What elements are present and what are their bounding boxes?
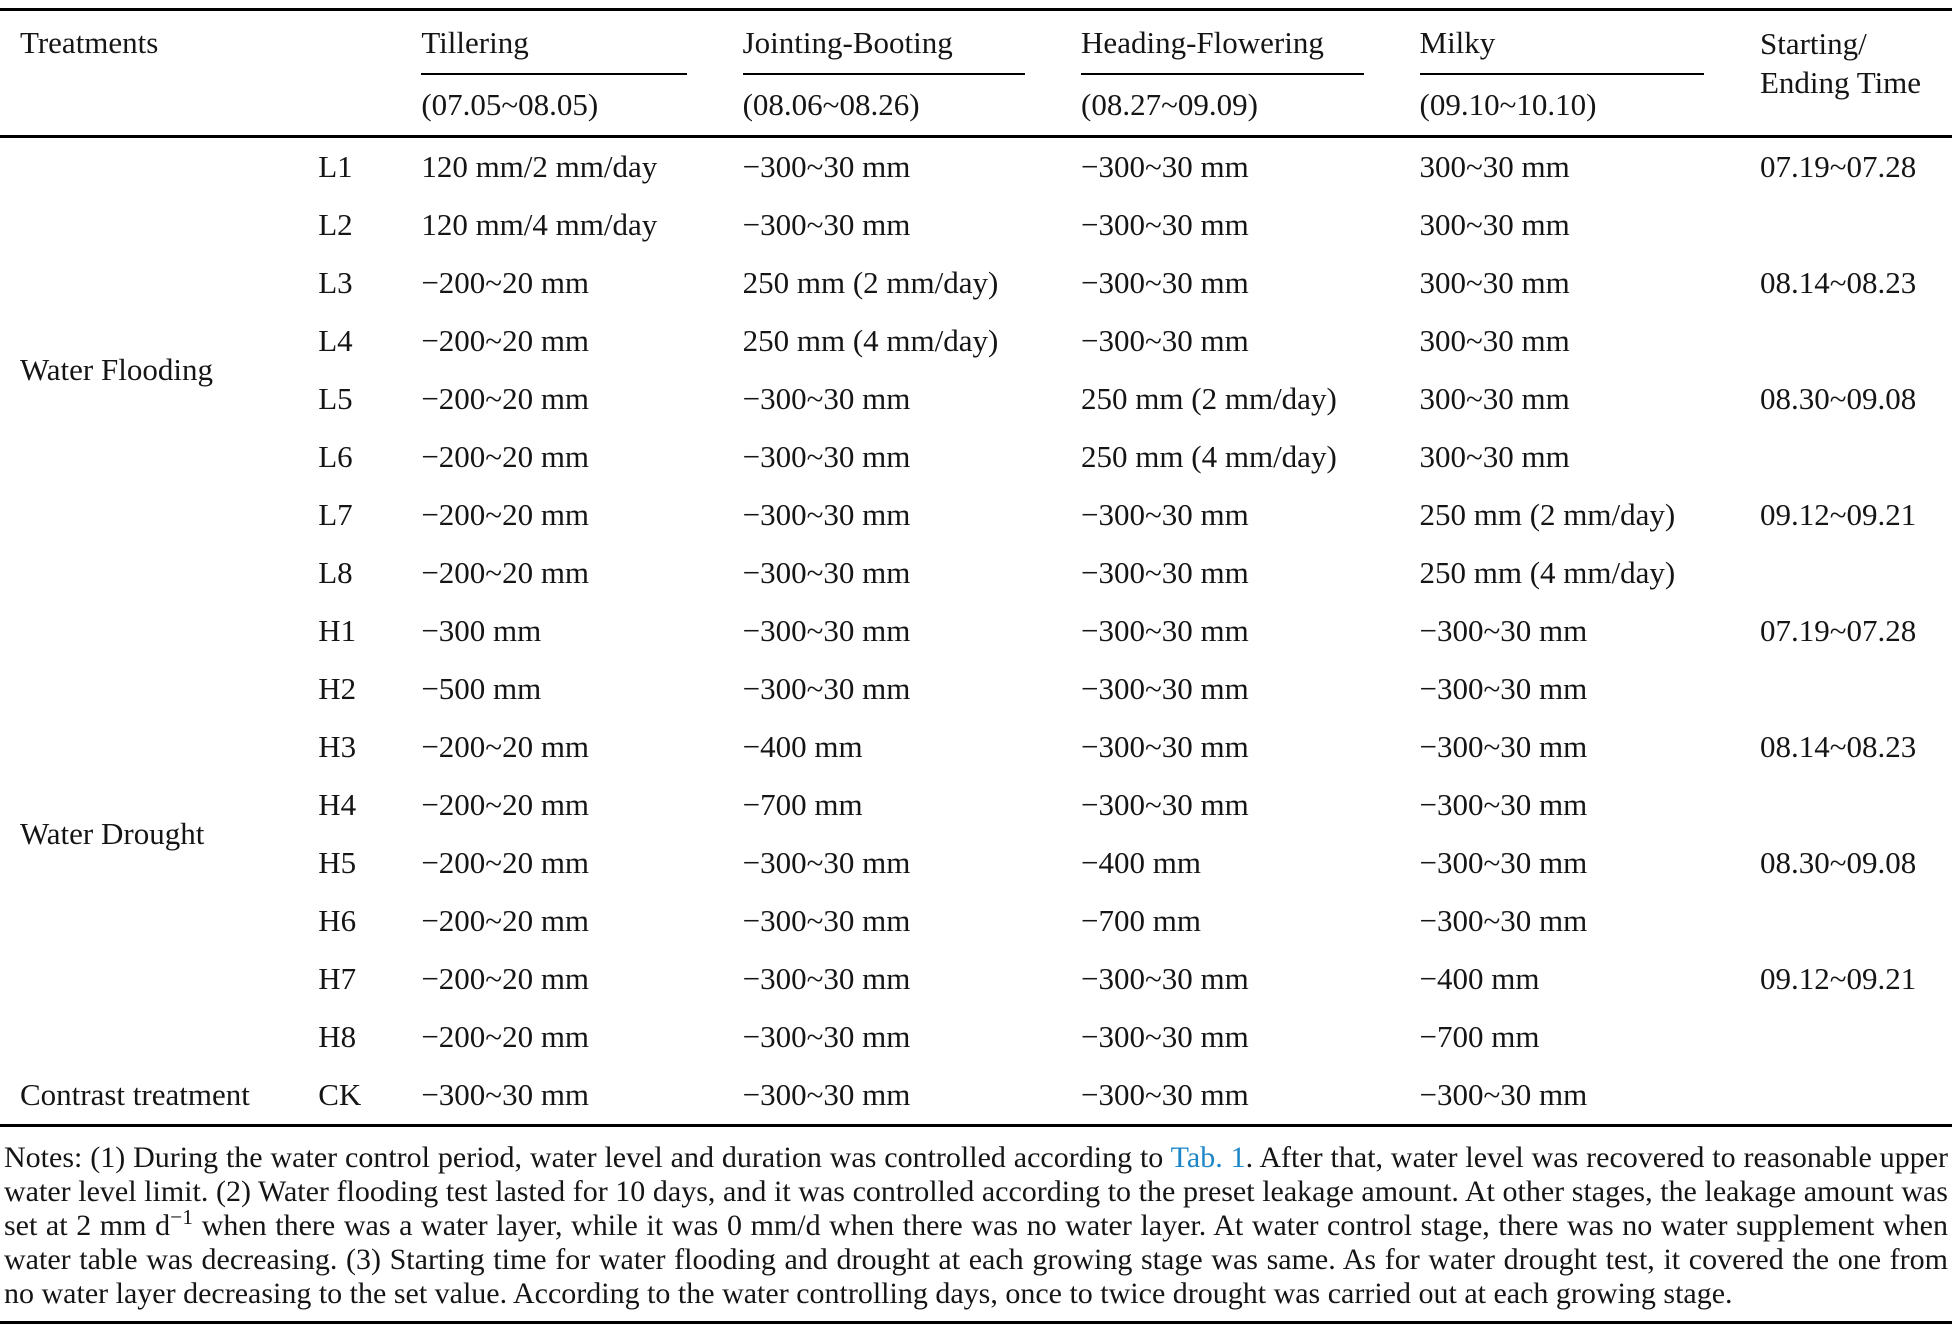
cell-tillering: −200~20 mm <box>421 381 590 416</box>
stage-name-heading-flowering: Heading-Flowering <box>1081 25 1363 75</box>
cell-jointing-booting: −300~30 mm <box>742 1019 911 1054</box>
cell-milky: −300~30 mm <box>1419 787 1588 822</box>
cell-heading-flowering: −300~30 mm <box>1081 613 1249 648</box>
col-header-heading-flowering <box>1081 10 1419 137</box>
row-code: CK <box>318 1066 421 1126</box>
cell-time <box>1760 312 1952 370</box>
cell-milky: −300~30 mm <box>1420 1066 1760 1126</box>
cell-milky: 300~30 mm <box>1419 265 1570 300</box>
cell-heading-flowering: −300~30 mm <box>1081 497 1249 532</box>
row-code: H2 <box>318 671 357 706</box>
cell-jointing-booting: −300~30 mm <box>743 1066 1081 1126</box>
cell-time <box>1760 544 1952 602</box>
cell-heading-flowering: −300~30 mm <box>1081 729 1249 764</box>
cell-time <box>1760 1008 1952 1066</box>
row-code: H7 <box>318 961 357 996</box>
cell-heading-flowering: −300~30 mm <box>1081 1019 1249 1054</box>
stage-dates-heading-flowering: (08.27~09.09) <box>1081 87 1258 122</box>
row-code: L7 <box>318 497 353 532</box>
cell-tillering: −200~20 mm <box>421 323 590 358</box>
cell-milky: 300~30 mm <box>1419 149 1570 184</box>
cell-time <box>1760 776 1952 834</box>
cell-heading-flowering: −300~30 mm <box>1081 555 1249 590</box>
cell-tillering: −200~20 mm <box>421 497 590 532</box>
cell-heading-flowering: −300~30 mm <box>1081 265 1249 300</box>
cell-milky: −300~30 mm <box>1419 671 1588 706</box>
bottom-rule <box>0 1321 1952 1324</box>
cell-milky: 300~30 mm <box>1419 439 1570 474</box>
cell-time: 08.30~09.08 <box>1759 381 1917 416</box>
notes-text-mid: . After that, water level was recovered to reasonable upper water level limit. (2) Water flooding test lasted for 10 days, and it was controlled according to the preset leakage amount. At other stages, the leakage amount was set at 2 mm d <box>4 1141 1949 1242</box>
cell-jointing-booting: 250 mm (4 mm/day) <box>742 323 999 358</box>
cell-heading-flowering: −300~30 mm <box>1081 787 1249 822</box>
cell-time <box>1760 660 1952 718</box>
cell-time: 07.19~07.28 <box>1759 149 1917 184</box>
cell-jointing-booting: −300~30 mm <box>742 439 911 474</box>
cell-heading-flowering: −700 mm <box>1081 903 1202 938</box>
cell-time: 08.14~08.23 <box>1759 729 1917 764</box>
table-body <box>0 137 1952 1126</box>
cell-milky: 250 mm (2 mm/day) <box>1419 497 1676 532</box>
cell-heading-flowering: −300~30 mm <box>1081 149 1249 184</box>
cell-tillering: −200~20 mm <box>421 961 590 996</box>
cell-time <box>1760 1066 1952 1126</box>
cell-time: 08.14~08.23 <box>1759 265 1917 300</box>
tab1-link[interactable]: Tab. 1 <box>1170 1141 1246 1174</box>
cell-jointing-booting: −300~30 mm <box>742 555 911 590</box>
cell-milky: −400 mm <box>1419 961 1540 996</box>
cell-milky: −700 mm <box>1419 1019 1540 1054</box>
cell-milky: 300~30 mm <box>1419 323 1570 358</box>
notes-superscript: −1 <box>170 1205 194 1229</box>
col-header-treatments: Treatments <box>0 10 421 137</box>
cell-heading-flowering: 250 mm (4 mm/day) <box>1081 439 1337 474</box>
row-code: L2 <box>318 207 353 242</box>
group-label-contrast-treatment: Contrast treatment <box>0 1066 318 1126</box>
cell-time <box>1760 428 1952 486</box>
cell-jointing-booting: −300~30 mm <box>742 961 911 996</box>
cell-milky: 300~30 mm <box>1419 381 1570 416</box>
row-code: H3 <box>318 729 357 764</box>
cell-jointing-booting: −300~30 mm <box>742 149 911 184</box>
cell-tillering: −200~20 mm <box>421 729 590 764</box>
treatments-table <box>0 8 1952 1127</box>
row-code: H6 <box>318 903 357 938</box>
cell-heading-flowering: −400 mm <box>1081 845 1202 880</box>
cell-tillering: −200~20 mm <box>421 265 590 300</box>
cell-jointing-booting: −300~30 mm <box>742 381 911 416</box>
row-code: L6 <box>318 439 353 474</box>
col-header-jointing-booting <box>743 10 1081 137</box>
row-code: L3 <box>318 265 353 300</box>
stage-dates-tillering: (07.05~08.05) <box>421 87 599 122</box>
cell-jointing-booting: −300~30 mm <box>742 207 911 242</box>
row-code: H8 <box>318 1019 357 1054</box>
time-header-line1: Starting/ <box>1759 26 1867 61</box>
stage-name-jointing-booting: Jointing-Booting <box>743 25 1025 75</box>
cell-tillering: 120 mm/4 mm/day <box>421 207 658 242</box>
stage-dates-milky: (09.10~10.10) <box>1419 87 1597 122</box>
cell-time <box>1760 892 1952 950</box>
cell-tillering: −300 mm <box>421 613 542 648</box>
cell-time: 09.12~09.21 <box>1759 497 1917 532</box>
row-code: H1 <box>318 613 357 648</box>
row-code: L1 <box>318 149 353 184</box>
cell-tillering: −200~20 mm <box>421 845 590 880</box>
cell-tillering: −200~20 mm <box>421 903 590 938</box>
row-code: H4 <box>318 787 357 822</box>
row-code: L4 <box>318 323 353 358</box>
stage-name-tillering: Tillering <box>421 25 686 75</box>
cell-milky: 250 mm (4 mm/day) <box>1419 555 1676 590</box>
row-code: L5 <box>318 381 353 416</box>
cell-milky: −300~30 mm <box>1419 729 1588 764</box>
cell-tillering: −200~20 mm <box>421 555 590 590</box>
cell-milky: 300~30 mm <box>1419 207 1570 242</box>
cell-milky: −300~30 mm <box>1419 613 1588 648</box>
stage-name-milky: Milky <box>1420 25 1704 75</box>
stage-dates-jointing-booting: (08.06~08.26) <box>742 87 920 122</box>
row-code: H5 <box>318 845 357 880</box>
time-header-line2: Ending Time <box>1759 64 1922 100</box>
cell-jointing-booting: 250 mm (2 mm/day) <box>742 265 999 300</box>
cell-jointing-booting: −300~30 mm <box>742 497 911 532</box>
cell-milky: −300~30 mm <box>1419 903 1588 938</box>
cell-milky: −300~30 mm <box>1419 845 1588 880</box>
cell-heading-flowering: −300~30 mm <box>1081 671 1249 706</box>
cell-tillering: −200~20 mm <box>421 1019 590 1054</box>
row-code: L8 <box>318 555 353 590</box>
group-label-water-drought: Water Drought <box>20 816 205 851</box>
col-header-time <box>1760 10 1952 137</box>
table-notes <box>4 1141 1948 1311</box>
cell-tillering: −200~20 mm <box>421 439 590 474</box>
cell-heading-flowering: 250 mm (2 mm/day) <box>1081 381 1337 416</box>
table-row-CK <box>0 1066 1952 1126</box>
cell-tillering: −500 mm <box>421 671 542 706</box>
cell-tillering: −200~20 mm <box>421 787 590 822</box>
cell-heading-flowering: −300~30 mm <box>1081 961 1249 996</box>
cell-jointing-booting: −300~30 mm <box>742 845 911 880</box>
cell-jointing-booting: −400 mm <box>742 729 863 764</box>
cell-time: 09.12~09.21 <box>1759 961 1917 996</box>
table-row-L1 <box>0 137 1952 197</box>
col-header-milky <box>1420 10 1760 137</box>
table-row-H1 <box>0 602 1952 660</box>
cell-heading-flowering: −300~30 mm <box>1081 323 1249 358</box>
cell-time: 07.19~07.28 <box>1759 613 1917 648</box>
group-label-water-flooding: Water Flooding <box>20 352 213 387</box>
cell-time: 08.30~09.08 <box>1759 845 1917 880</box>
header-row <box>0 10 1952 137</box>
table-header <box>0 10 1952 137</box>
cell-heading-flowering: −300~30 mm <box>1081 1066 1419 1126</box>
cell-heading-flowering: −300~30 mm <box>1081 207 1249 242</box>
cell-tillering: −300~30 mm <box>421 1066 742 1126</box>
cell-jointing-booting: −700 mm <box>742 787 863 822</box>
cell-jointing-booting: −300~30 mm <box>742 613 911 648</box>
col-header-tillering <box>421 10 742 137</box>
cell-jointing-booting: −300~30 mm <box>742 671 911 706</box>
cell-jointing-booting: −300~30 mm <box>742 903 911 938</box>
notes-text-post: when there was a water layer, while it was 0 mm/d when there was no water layer. At water control stage, there was no water supplement when water table was decreasing. (3) Starting time for water flooding and drought at each growing stage was same. As for water drought test, it covered the one from no water layer decreasing to the set value. According to the water controlling days, once to twice drought was carried out at each growing stage. <box>4 1209 1948 1310</box>
cell-time <box>1760 196 1952 254</box>
notes-text-pre: Notes: (1) During the water control period, water level and duration was controlled according to <box>4 1141 1171 1174</box>
cell-tillering: 120 mm/2 mm/day <box>421 149 658 184</box>
